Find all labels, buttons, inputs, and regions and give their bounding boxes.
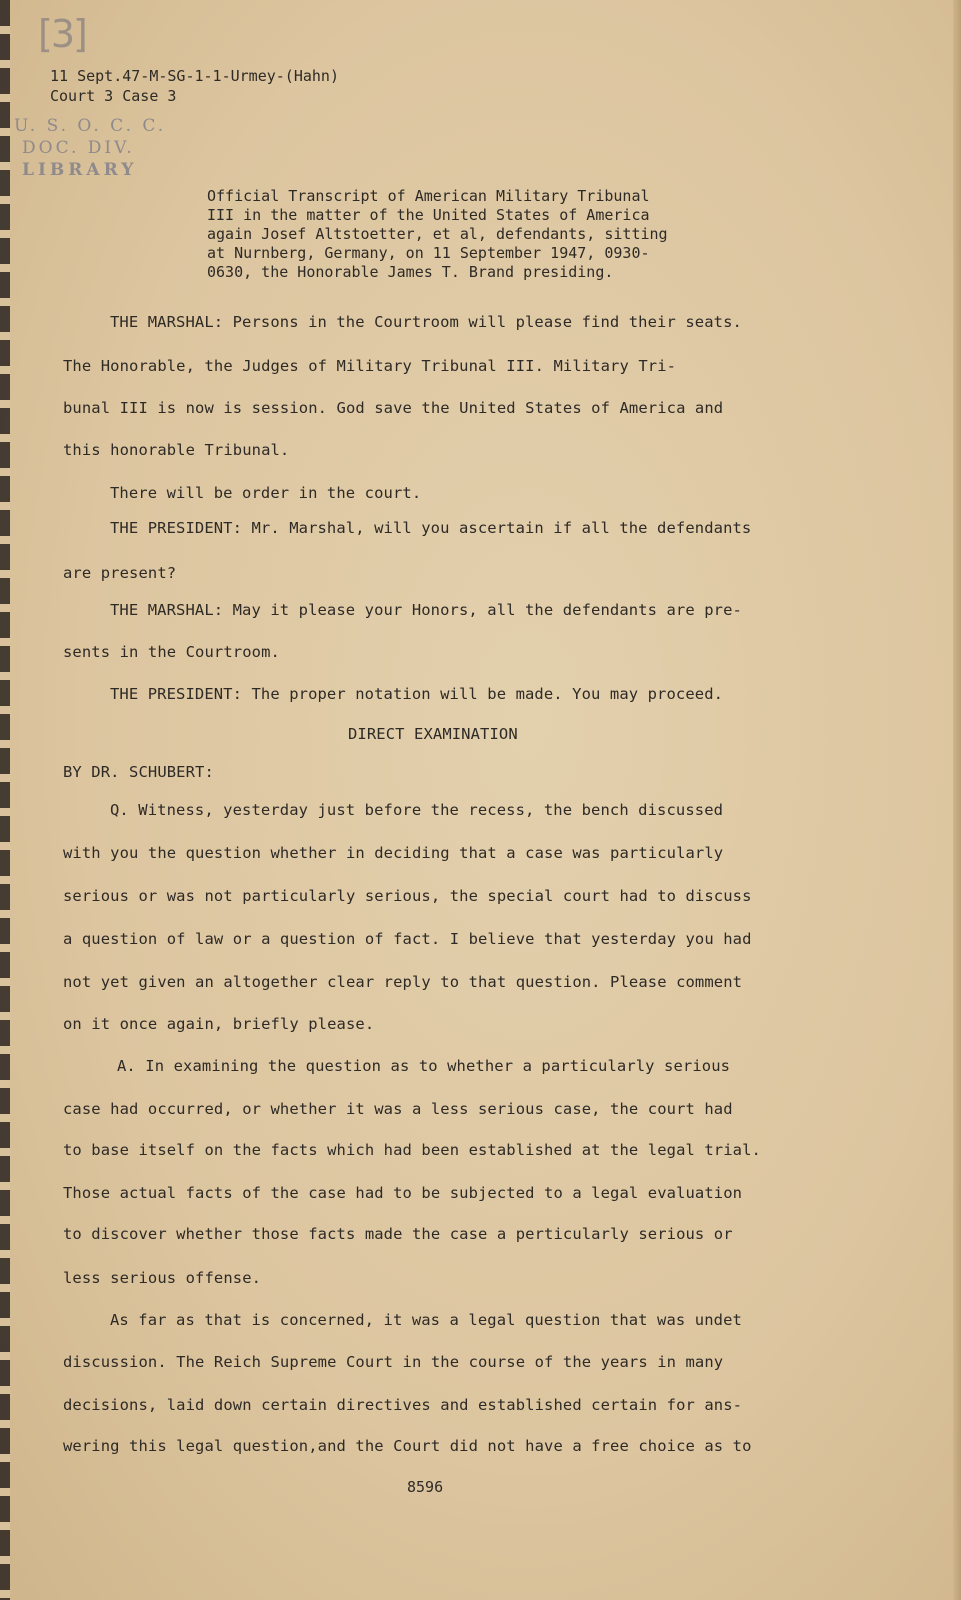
text-line: THE MARSHAL: May it please your Honors, all the defendants are pre- — [110, 601, 742, 619]
page-edge — [953, 0, 961, 1600]
intro-line: at Nurnberg, Germany, on 11 September 1947, 0930- — [207, 244, 650, 262]
corner-handwritten-mark: [3] — [38, 12, 86, 56]
text-line: a question of law or a question of fact. I believe that yesterday you had — [63, 930, 752, 948]
text-line: bunal III is now is session. God save the United States of America and — [63, 399, 724, 417]
library-stamp-line-1: U. S. O. C. C. — [14, 116, 167, 136]
section-heading: DIRECT EXAMINATION — [348, 725, 518, 743]
text-line: THE PRESIDENT: Mr. Marshal, will you ascertain if all the defendants — [110, 519, 752, 537]
text-line: to base itself on the facts which had been established at the legal trial. — [63, 1141, 761, 1159]
intro-line: Official Transcript of American Military Tribunal — [207, 187, 650, 205]
text-line: are present? — [63, 564, 177, 582]
intro-line: again Josef Altstoetter, et al, defendants, sitting — [207, 225, 668, 243]
binding-edge — [0, 0, 10, 1600]
text-line: this honorable Tribunal. — [63, 441, 290, 459]
page-number: 8596 — [407, 1478, 444, 1496]
transcript-intro — [207, 187, 767, 282]
text-line: to discover whether those facts made the case a perticularly serious or — [63, 1225, 733, 1243]
text-line: A. In examining the question as to whether a particularly serious — [117, 1057, 731, 1075]
text-line: case had occurred, or whether it was a less serious case, the court had — [63, 1100, 733, 1118]
text-line: BY DR. SCHUBERT: — [63, 763, 214, 781]
text-line: serious or was not particularly serious, the special court had to discuss — [63, 887, 752, 905]
text-line: on it once again, briefly please. — [63, 1015, 375, 1033]
text-line: with you the question whether in deciding that a case was particularly — [63, 844, 724, 862]
text-line: Q. Witness, yesterday just before the recess, the bench discussed — [110, 801, 724, 819]
text-line: decisions, laid down certain directives and established certain for ans- — [63, 1396, 743, 1414]
text-line: THE MARSHAL: Persons in the Courtroom will please find their seats. — [110, 313, 742, 331]
intro-line: 0630, the Honorable James T. Brand presiding. — [207, 263, 614, 281]
text-line: Those actual facts of the case had to be subjected to a legal evaluation — [63, 1184, 743, 1202]
text-line: less serious offense. — [63, 1269, 262, 1287]
text-line: There will be order in the court. — [110, 484, 422, 502]
text-line: wering this legal question,and the Court did not have a free choice as to — [63, 1437, 752, 1455]
intro-line: III in the matter of the United States of America — [207, 206, 650, 224]
text-line: not yet given an altogether clear reply to that question. Please comment — [63, 973, 743, 991]
reference-line: 11 Sept.47-M-SG-1-1-Urmey-(Hahn) — [50, 67, 339, 85]
text-line: discussion. The Reich Supreme Court in the course of the years in many — [63, 1353, 724, 1371]
text-line: As far as that is concerned, it was a legal question that was undet — [110, 1311, 742, 1329]
library-stamp-line-3: LIBRARY — [22, 160, 138, 180]
text-line: THE PRESIDENT: The proper notation will be made. You may proceed. — [110, 685, 724, 703]
text-line: The Honorable, the Judges of Military Tribunal III. Military Tri- — [63, 357, 677, 375]
library-stamp-line-2: DOC. DIV. — [22, 138, 135, 158]
court-case-line: Court 3 Case 3 — [50, 87, 177, 105]
text-line: sents in the Courtroom. — [63, 643, 280, 661]
